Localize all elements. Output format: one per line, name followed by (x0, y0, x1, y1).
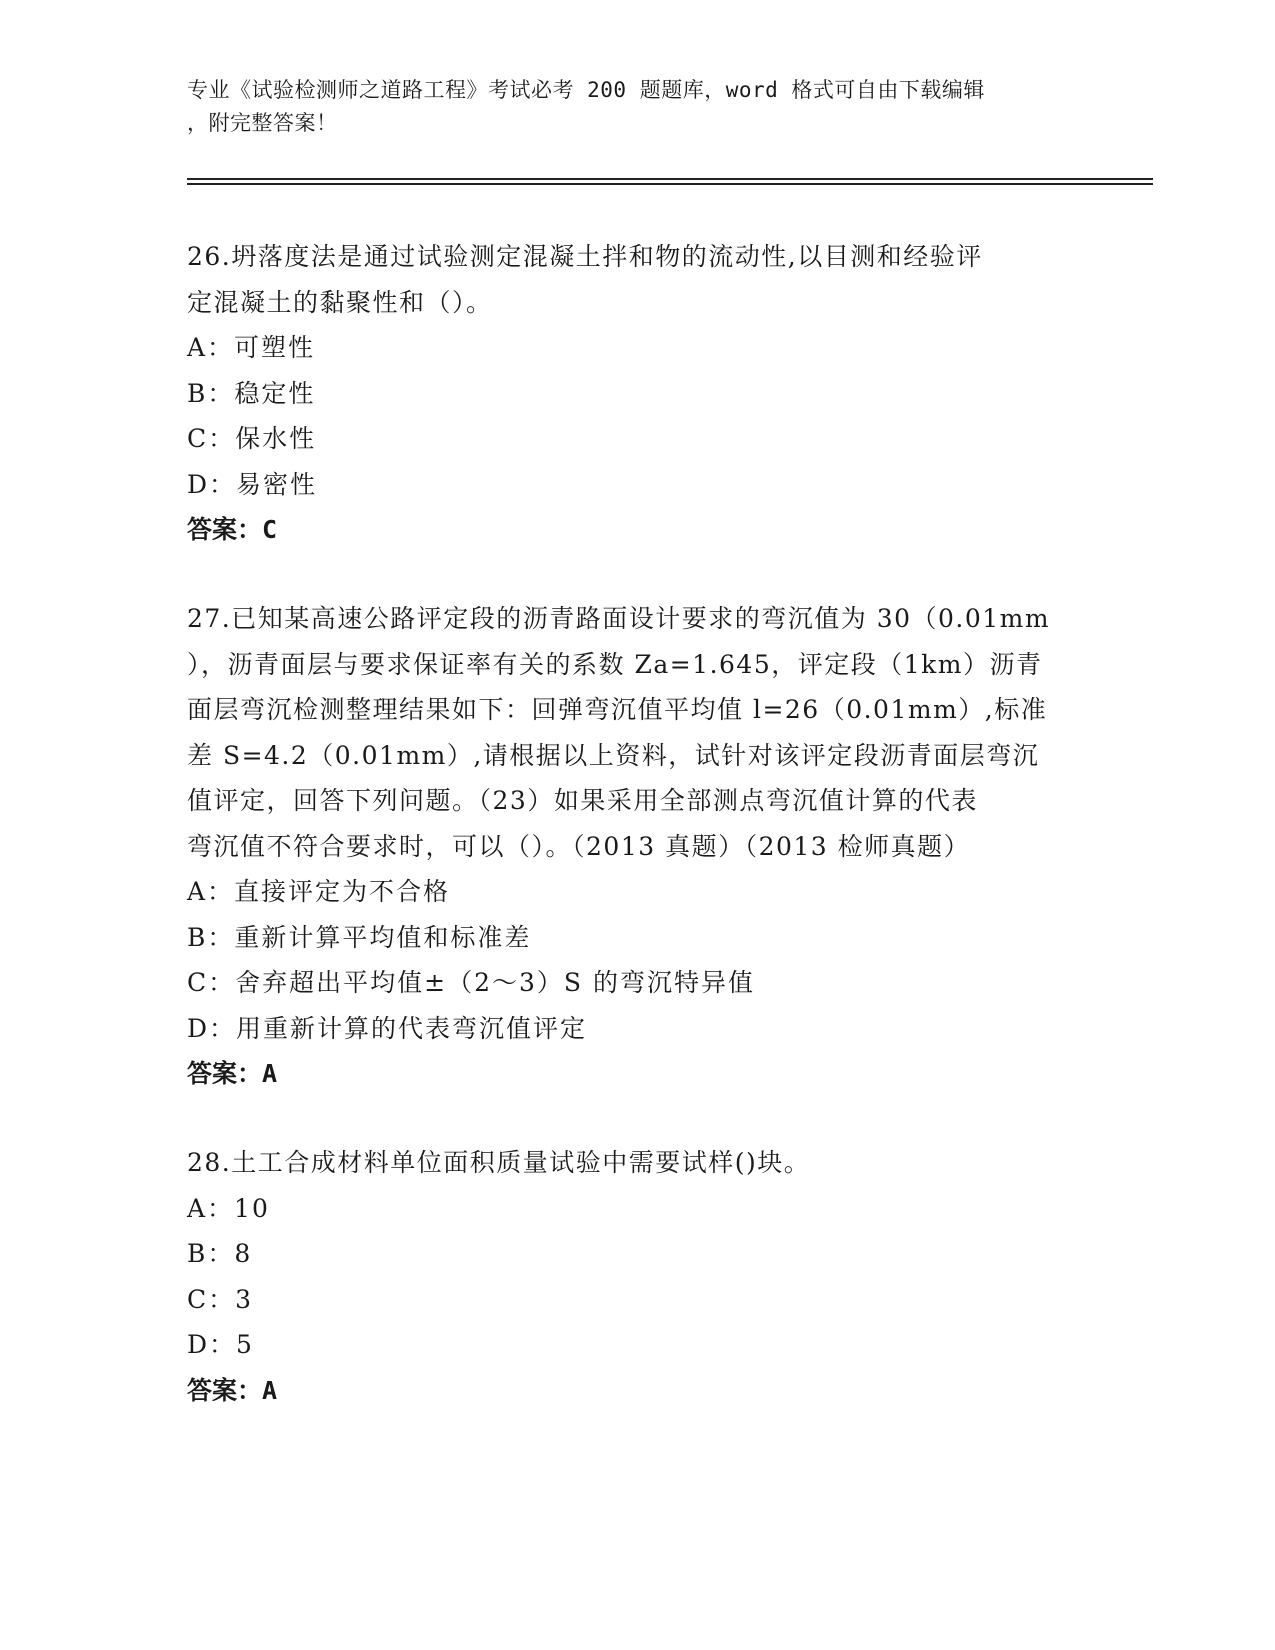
header-divider-bottom (187, 183, 1153, 185)
option-a: A：10 (187, 1193, 270, 1223)
option-b: B：8 (187, 1239, 253, 1268)
option-c: C：3 (187, 1284, 254, 1314)
header-line-2: ，附完整答案！ (187, 111, 338, 135)
option-a: A：直接评定为不合格 (187, 877, 451, 906)
option-c: C：保水性 (187, 424, 317, 453)
option-c: C：舍弃超出平均值±（2～3）S 的弯沉特异值 (187, 968, 755, 997)
question-text-line: 面层弯沉检测整理结果如下：回弹弯沉值平均值 l=26（0.01mm）,标准 (187, 695, 1048, 724)
answer-label: 答案：A (187, 1059, 278, 1088)
question-text-line: 定混凝土的黏聚性和（）。 (187, 287, 493, 317)
document-header (187, 74, 1087, 140)
option-d: D：5 (187, 1330, 254, 1359)
option-d: D：易密性 (187, 469, 318, 499)
question-text-line: 值评定，回答下列问题。（23）如果采用全部测点弯沉值计算的代表 (187, 786, 978, 815)
question-text-line: ），沥青面层与要求保证率有关的系数 Za=1.645，评定段（1km）沥青 (187, 649, 1043, 679)
question-27 (187, 596, 1087, 1097)
question-28 (187, 1140, 1087, 1413)
answer-label: 答案：A (187, 1375, 278, 1405)
option-b: B：稳定性 (187, 378, 316, 408)
option-a: A：可塑性 (187, 333, 316, 362)
question-text-line: 26.坍落度法是通过试验测定混凝土拌和物的流动性,以目测和经验评 (187, 242, 983, 271)
header-line-1: 专业《试验检测师之道路工程》考试必考 200 题题库，word 格式可自由下载编辑 (187, 78, 985, 102)
question-text-line: 弯沉值不符合要求时，可以（）。（2013 真题）（2013 检师真题） (187, 831, 971, 861)
question-text-line: 28.土工合成材料单位面积质量试验中需要试样()块。 (187, 1148, 811, 1177)
option-d: D：用重新计算的代表弯沉值评定 (187, 1013, 588, 1043)
question-text-line: 27.已知某高速公路评定段的沥青路面设计要求的弯沉值为 30（0.01mm (187, 604, 1051, 633)
option-b: B：重新计算平均值和标准差 (187, 922, 532, 952)
header-divider-top (187, 178, 1153, 180)
question-26 (187, 234, 1087, 553)
question-text-line: 差 S=4.2（0.01mm）,请根据以上资料，试针对该评定段沥青面层弯沉 (187, 740, 1040, 770)
answer-label: 答案：C (187, 515, 278, 544)
